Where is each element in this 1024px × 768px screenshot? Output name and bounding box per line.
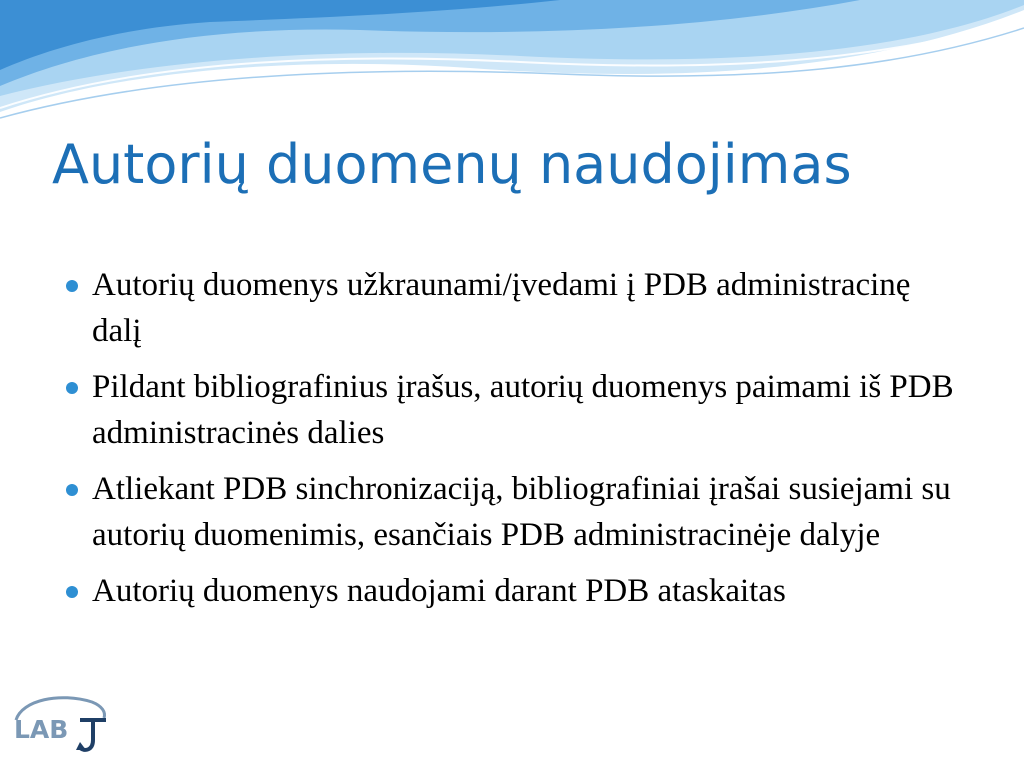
lab-logo-icon [10, 690, 110, 760]
bullet-item [62, 262, 962, 354]
header-wave-decoration [0, 0, 1024, 130]
bullet-item [62, 568, 962, 614]
bullet-dot-icon [66, 280, 78, 292]
bullet-dot-icon [66, 382, 78, 394]
bullet-item [62, 466, 962, 558]
bullet-item [62, 364, 962, 456]
bullet-dot-icon [66, 586, 78, 598]
bullet-text: Autorių duomenys naudojami darant PDB ataskaitas [92, 573, 786, 609]
logo-text: LAB [14, 715, 69, 744]
bullet-list [62, 262, 962, 624]
bullet-text: Atliekant PDB sinchronizaciją, bibliografiniai įrašai susiejami su autorių duomenimis, esančiais PDB administracinėje dalyje [92, 471, 951, 553]
bullet-text: Pildant bibliografinius įrašus, autorių duomenys paimami iš PDB administracinės dalies [92, 369, 954, 451]
bullet-dot-icon [66, 484, 78, 496]
bullet-text: Autorių duomenys užkraunami/įvedami į PDB administracinę dalį [92, 267, 911, 349]
slide-title: Autorių duomenų naudojimas [52, 133, 852, 196]
